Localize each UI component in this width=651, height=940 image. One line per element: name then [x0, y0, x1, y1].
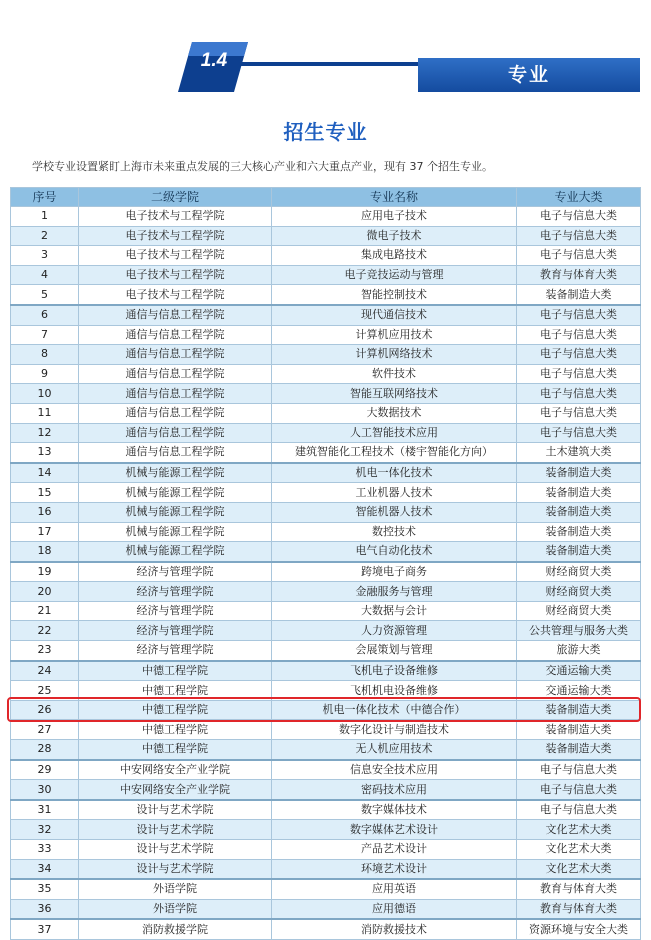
- cell-category: 电子与信息大类: [517, 780, 641, 800]
- cell-number: 28: [11, 740, 79, 760]
- cell-college: 设计与艺术学院: [79, 840, 272, 860]
- cell-major: 数字媒体技术: [272, 800, 517, 820]
- cell-category: 电子与信息大类: [517, 305, 641, 325]
- table-row: [11, 384, 641, 404]
- table-row: [11, 820, 641, 840]
- cell-major: 环境艺术设计: [272, 859, 517, 879]
- intro-text: 学校专业设置紧盯上海市未来重点发展的三大核心产业和六大重点产业，现有 37 个招生专业。: [32, 160, 493, 173]
- cell-college: 外语学院: [79, 899, 272, 919]
- table-row: [11, 582, 641, 602]
- cell-number: 6: [11, 305, 79, 325]
- cell-number: 1: [11, 207, 79, 227]
- cell-major: 建筑智能化工程技术（楼宇智能化方向）: [272, 443, 517, 463]
- cell-college: 通信与信息工程学院: [79, 325, 272, 345]
- cell-major: 人工智能技术应用: [272, 423, 517, 443]
- cell-number: 16: [11, 502, 79, 522]
- cell-number: 26: [11, 700, 79, 720]
- cell-major: 数字媒体艺术设计: [272, 820, 517, 840]
- cell-major: 微电子技术: [272, 226, 517, 246]
- cell-college: 经济与管理学院: [79, 562, 272, 582]
- cell-major: 智能机器人技术: [272, 502, 517, 522]
- table-row: [11, 246, 641, 266]
- table-row: [11, 601, 641, 621]
- table-row: [11, 403, 641, 423]
- cell-major: 信息安全技术应用: [272, 760, 517, 780]
- cell-college: 设计与艺术学院: [79, 859, 272, 879]
- cell-major: 智能互联网络技术: [272, 384, 517, 404]
- cell-category: 电子与信息大类: [517, 384, 641, 404]
- cell-major: 产品艺术设计: [272, 840, 517, 860]
- cell-category: 资源环境与安全大类: [517, 919, 641, 939]
- cell-college: 电子技术与工程学院: [79, 207, 272, 227]
- cell-category: 旅游大类: [517, 641, 641, 661]
- cell-number: 4: [11, 265, 79, 285]
- banner-title: 专业: [507, 64, 550, 86]
- table-row: [11, 760, 641, 780]
- cell-major: 应用德语: [272, 899, 517, 919]
- header-number: 序号: [11, 188, 79, 207]
- table-row: [11, 226, 641, 246]
- cell-college: 电子技术与工程学院: [79, 246, 272, 266]
- cell-category: 财经商贸大类: [517, 601, 641, 621]
- cell-number: 25: [11, 681, 79, 701]
- cell-college: 通信与信息工程学院: [79, 403, 272, 423]
- table-row: [11, 285, 641, 305]
- cell-category: 文化艺术大类: [517, 840, 641, 860]
- cell-number: 27: [11, 720, 79, 740]
- cell-number: 29: [11, 760, 79, 780]
- cell-number: 15: [11, 483, 79, 503]
- cell-category: 电子与信息大类: [517, 207, 641, 227]
- cell-college: 通信与信息工程学院: [79, 364, 272, 384]
- cell-category: 电子与信息大类: [517, 403, 641, 423]
- cell-number: 32: [11, 820, 79, 840]
- cell-category: 电子与信息大类: [517, 760, 641, 780]
- cell-college: 机械与能源工程学院: [79, 463, 272, 483]
- cell-category: 装备制造大类: [517, 285, 641, 305]
- table-row: [11, 661, 641, 681]
- table-row: [11, 879, 641, 899]
- table-row: [11, 840, 641, 860]
- cell-major: 消防救援技术: [272, 919, 517, 939]
- cell-major: 机电一体化技术: [272, 463, 517, 483]
- table-row: [11, 325, 641, 345]
- cell-number: 36: [11, 899, 79, 919]
- table-row: [11, 562, 641, 582]
- cell-category: 教育与体育大类: [517, 879, 641, 899]
- cell-category: 装备制造大类: [517, 463, 641, 483]
- cell-category: 电子与信息大类: [517, 226, 641, 246]
- table-row: [11, 443, 641, 463]
- cell-college: 经济与管理学院: [79, 621, 272, 641]
- cell-number: 12: [11, 423, 79, 443]
- cell-number: 20: [11, 582, 79, 602]
- cell-college: 中德工程学院: [79, 661, 272, 681]
- cell-major: 飞机电子设备维修: [272, 661, 517, 681]
- cell-category: 装备制造大类: [517, 522, 641, 542]
- cell-major: 飞机机电设备维修: [272, 681, 517, 701]
- cell-major: 工业机器人技术: [272, 483, 517, 503]
- cell-major: 现代通信技术: [272, 305, 517, 325]
- cell-college: 中德工程学院: [79, 700, 272, 720]
- table-row: [11, 207, 641, 227]
- section-title: 招生专业: [283, 120, 368, 144]
- cell-college: 经济与管理学院: [79, 582, 272, 602]
- cell-major: 电气自动化技术: [272, 542, 517, 562]
- cell-category: 电子与信息大类: [517, 364, 641, 384]
- cell-major: 大数据技术: [272, 403, 517, 423]
- cell-category: 装备制造大类: [517, 483, 641, 503]
- cell-number: 30: [11, 780, 79, 800]
- table-row: [11, 641, 641, 661]
- cell-college: 通信与信息工程学院: [79, 345, 272, 365]
- cell-college: 经济与管理学院: [79, 601, 272, 621]
- table-row: [11, 621, 641, 641]
- cell-category: 电子与信息大类: [517, 325, 641, 345]
- cell-college: 中安网络安全产业学院: [79, 780, 272, 800]
- header-major: 专业名称: [272, 188, 517, 207]
- cell-major: 数控技术: [272, 522, 517, 542]
- cell-number: 2: [11, 226, 79, 246]
- cell-major: 大数据与会计: [272, 601, 517, 621]
- cell-college: 消防救援学院: [79, 919, 272, 939]
- cell-major: 无人机应用技术: [272, 740, 517, 760]
- cell-number: 3: [11, 246, 79, 266]
- table-row: [11, 502, 641, 522]
- cell-number: 14: [11, 463, 79, 483]
- cell-number: 33: [11, 840, 79, 860]
- cell-number: 31: [11, 800, 79, 820]
- cell-major: 软件技术: [272, 364, 517, 384]
- table-row: [11, 423, 641, 443]
- cell-major: 智能控制技术: [272, 285, 517, 305]
- cell-major: 人力资源管理: [272, 621, 517, 641]
- cell-major: 应用电子技术: [272, 207, 517, 227]
- cell-college: 机械与能源工程学院: [79, 483, 272, 503]
- section-number: 1.4: [200, 50, 228, 71]
- cell-college: 外语学院: [79, 879, 272, 899]
- cell-major: 电子竞技运动与管理: [272, 265, 517, 285]
- table-row: [11, 859, 641, 879]
- cell-category: 装备制造大类: [517, 542, 641, 562]
- cell-major: 应用英语: [272, 879, 517, 899]
- cell-college: 中德工程学院: [79, 681, 272, 701]
- cell-major: 计算机网络技术: [272, 345, 517, 365]
- cell-college: 通信与信息工程学院: [79, 305, 272, 325]
- header-college: 二级学院: [79, 188, 272, 207]
- table-row: [11, 364, 641, 384]
- cell-college: 机械与能源工程学院: [79, 522, 272, 542]
- cell-number: 9: [11, 364, 79, 384]
- cell-number: 24: [11, 661, 79, 681]
- cell-category: 装备制造大类: [517, 740, 641, 760]
- cell-number: 18: [11, 542, 79, 562]
- table-row: [11, 483, 641, 503]
- table-header-row: [11, 188, 641, 207]
- table-row: [11, 720, 641, 740]
- cell-college: 中德工程学院: [79, 720, 272, 740]
- cell-major: 计算机应用技术: [272, 325, 517, 345]
- cell-major: 数字化设计与制造技术: [272, 720, 517, 740]
- table-row: [11, 542, 641, 562]
- cell-category: 公共管理与服务大类: [517, 621, 641, 641]
- cell-college: 电子技术与工程学院: [79, 285, 272, 305]
- cell-category: 财经商贸大类: [517, 582, 641, 602]
- cell-number: 10: [11, 384, 79, 404]
- cell-college: 机械与能源工程学院: [79, 502, 272, 522]
- cell-college: 机械与能源工程学院: [79, 542, 272, 562]
- table-row: [11, 780, 641, 800]
- cell-number: 21: [11, 601, 79, 621]
- table-body: [11, 207, 641, 940]
- cell-number: 7: [11, 325, 79, 345]
- cell-category: 装备制造大类: [517, 720, 641, 740]
- cell-category: 电子与信息大类: [517, 345, 641, 365]
- majors-table: [10, 187, 641, 940]
- cell-college: 通信与信息工程学院: [79, 443, 272, 463]
- cell-category: 电子与信息大类: [517, 800, 641, 820]
- cell-number: 22: [11, 621, 79, 641]
- cell-number: 8: [11, 345, 79, 365]
- cell-number: 17: [11, 522, 79, 542]
- cell-category: 装备制造大类: [517, 502, 641, 522]
- cell-category: 财经商贸大类: [517, 562, 641, 582]
- cell-number: 19: [11, 562, 79, 582]
- table-row: [11, 463, 641, 483]
- cell-major: 金融服务与管理: [272, 582, 517, 602]
- section-banner: [178, 40, 640, 92]
- cell-number: 35: [11, 879, 79, 899]
- cell-major: 密码技术应用: [272, 780, 517, 800]
- table-row: [11, 345, 641, 365]
- header-category: 专业大类: [517, 188, 641, 207]
- cell-category: 装备制造大类: [517, 700, 641, 720]
- cell-category: 土木建筑大类: [517, 443, 641, 463]
- cell-category: 教育与体育大类: [517, 899, 641, 919]
- table-row: [11, 919, 641, 939]
- table-row: [11, 899, 641, 919]
- cell-category: 文化艺术大类: [517, 859, 641, 879]
- table-row: [11, 305, 641, 325]
- cell-college: 经济与管理学院: [79, 641, 272, 661]
- cell-number: 37: [11, 919, 79, 939]
- cell-category: 交通运输大类: [517, 661, 641, 681]
- cell-college: 通信与信息工程学院: [79, 384, 272, 404]
- cell-major: 集成电路技术: [272, 246, 517, 266]
- cell-number: 23: [11, 641, 79, 661]
- cell-number: 11: [11, 403, 79, 423]
- cell-category: 交通运输大类: [517, 681, 641, 701]
- cell-major: 跨境电子商务: [272, 562, 517, 582]
- table-row: [11, 800, 641, 820]
- cell-college: 通信与信息工程学院: [79, 423, 272, 443]
- cell-major: 机电一体化技术（中德合作）: [272, 700, 517, 720]
- cell-number: 5: [11, 285, 79, 305]
- cell-category: 文化艺术大类: [517, 820, 641, 840]
- cell-category: 电子与信息大类: [517, 246, 641, 266]
- table-row: [11, 265, 641, 285]
- cell-college: 中安网络安全产业学院: [79, 760, 272, 780]
- table-row: [11, 522, 641, 542]
- cell-category: 教育与体育大类: [517, 265, 641, 285]
- cell-college: 设计与艺术学院: [79, 820, 272, 840]
- cell-college: 中德工程学院: [79, 740, 272, 760]
- cell-college: 电子技术与工程学院: [79, 226, 272, 246]
- cell-major: 会展策划与管理: [272, 641, 517, 661]
- cell-number: 34: [11, 859, 79, 879]
- cell-category: 电子与信息大类: [517, 423, 641, 443]
- cell-college: 设计与艺术学院: [79, 800, 272, 820]
- table-row: [11, 681, 641, 701]
- cell-college: 电子技术与工程学院: [79, 265, 272, 285]
- table-row: [11, 700, 641, 720]
- cell-number: 13: [11, 443, 79, 463]
- table-row: [11, 740, 641, 760]
